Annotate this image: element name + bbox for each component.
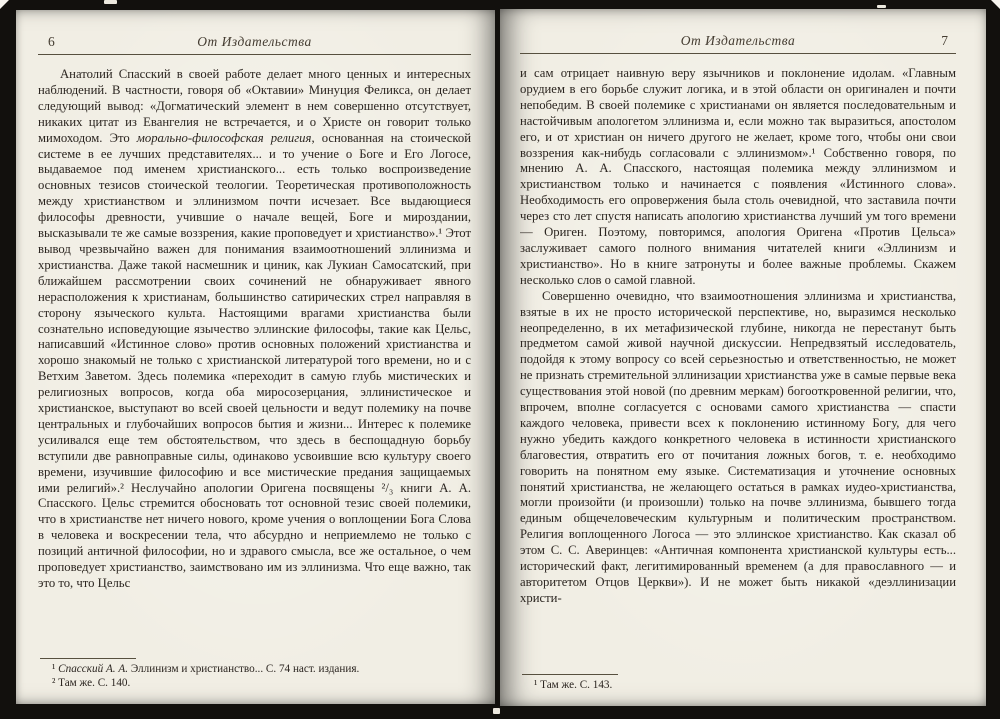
left-footnote-rule [40,658,136,659]
paragraph: и сам отрицает наивную веру язычников и поклонение идолам. «Главным орудием в его борьбе служит логика, и в этой области он оригинален и почти непобедим. В своей полемике с христианами он является последовательным и настойчивым апологетом эллинизма и, если можно так выразиться, апостолом его, и от христиан он ничего другого не желает, кроме того, чтобы они свои воззрения как-нибудь согласовали с эллинизмом».¹ Собственно говоря, по мнению А. А. Спасского, настоящая полемика между эллинизмом и христианством только и начинается с появления «Истинного слова». Необходимость его опровержения была столь очевидной, что заставила почти через сто лет спустя написать апологию христианства лучший ум того времени — Ориген. Поэтому, повторимся, апология Оригена «Против Цельса» заслуживает самого полного внимания читателей книги «Эллинизм и христианство». Но в книге затронуты и более важные проблемы. Скажем несколько слов о самой главной. [520,66,956,287]
left-running-title: От Издательства [197,34,312,49]
footnote: ² Там же. С. 140. [52,676,131,689]
right-body-text [520,66,956,668]
scan-artifact [104,0,117,4]
footnote: ¹ Спасский А. А. Эллинизм и христианство... С. 74 наст. издания. [52,663,360,675]
right-header-rule [520,53,956,54]
scan-corner-artifact [991,0,1000,9]
paragraph: Анатолий Спасский в своей работе делает много ценных и интересных наблюдений. В частности, говоря об «Октавии» Минуция Феликса, он делает следующий вывод: «Догматический элемент в нем совершенно отсутствует, никаких цитат из Евангелия не встречается, и о Христе он говорит только мимоходом. Это морально-философская религия, основанная на стоической системе в ее лучших представителях... и то учение о Боге и Его Логосе, выдаваемое под именем христианского... есть только воспроизведение основных тезисов стоической теологии. Теоретическая противоположность между христианством и эллинизмом почти исчезает. Все выдающиеся философы древности, учившие о начале вещей, Боге и мироздании, высказывали те же самые воззрения, какие проповедует и христианство».¹ Этот вывод чрезвычайно важен для понимания взаимоотношений эллинизма и христианства. Даже такой насмешник и циник, как Лукиан Самосатский, при ближайшем рассмотрении своих сочинений не обнаруживает явного нерасположения к христианам, большинство сатирических стрел направляя в сторону языческого культа. Настоящими врагами христианства были сознательно исповедующие язычество эллинские философы, такие как Цельс, написавший «Истинное слово» против основных положений христианства и хорошо знакомый не только с христианской литературой того времени, но и с Ветхим Заветом. Здесь полемика «переходит в самую глубь мистических и религиозных вопросов, когда оба миросозерцания, эллинистическое и христианское, выступают во всей своей цельности и ведут полемику на почве центральных и глубочайших вопросов бытия и жизни... Интерес к полемике усиливался еще тем обстоятельством, что здесь в беспощадную борьбу вступили две равноправные силы, одинаково усвоившие всю культуру своего времени, изучившие философию и все мистические предания защищаемых ими религий».² Неслучайно апологии Оригена посвящены ²/₃ книги А. А. Спасского. Цельс стремится обосновать тот основной тезис своей полемики, что в христианстве нет ничего нового, кроме учения о воплощении Бога Слова в человека и воскресении тела, что абсурдно и неприемлемо не только с позиций античной философии, но и здравого смысла, все же остальное, о чем проповедует христианство, заимствовано им из эллинизма. Что еще важно, так это то, что Цельс [38,67,471,590]
footnote: ¹ Там же. С. 143. [534,678,613,691]
left-header-rule [38,54,471,55]
right-footnotes [520,679,956,693]
left-body-text [38,67,471,652]
right-footnote-rule [522,674,618,675]
scan-artifact [877,5,886,8]
left-page-number: 6 [48,34,55,49]
left-page [16,10,495,704]
right-running-title: От Издательства [680,33,796,48]
right-page-number: 7 [941,33,948,48]
right-page [500,9,986,706]
scan-artifact [493,708,500,714]
left-page-header [38,34,471,52]
scan-corner-artifact [0,0,9,9]
paragraph: Совершенно очевидно, что взаимоотношения эллинизма и христианства, взятые в их не просто исторической перспективе, но, выразимся несколько неопределенно, в их метафизической глубине, никогда не перестанут быть предметом самой живой научной дискуссии. Непредвзятый исследователь, подойдя к этому вопросу со всей серьезностью и ответственностью, не может не признать стремительной эллинизации христианства уже в самые первые века существования этой новой (по древним меркам) богооткровенной религии, что, впрочем, вполне согласуется с основами самого христианства — спасти каждого человека, привести всех к поклонению истинному Богу, для чего нужно убедить каждого конкретного человека в истинности христианского благовестия, отвратить его от почитания ложных богов, т. е. необходимо говорить на понятном ему языке. Систематизация и уточнение основных понятий христианства, не желающего остаться в рамках иудео-христианства, могли произойти (и произошли) только на почве эллинизма, бывшего тогда единым общечеловеческим культурным и политическим пространством. Религия воплощенного Логоса — это эллинское христианство. Как сказал об этом С. С. Аверинцев: «Античная компонента христианской культуры есть... исторический факт, легитимированный временем (а для православного — и авторитетом Отцов Церкви»). И не может быть никакой «деэллинизации христи- [520,288,956,605]
right-page-header [520,33,956,51]
left-footnotes [38,663,471,690]
